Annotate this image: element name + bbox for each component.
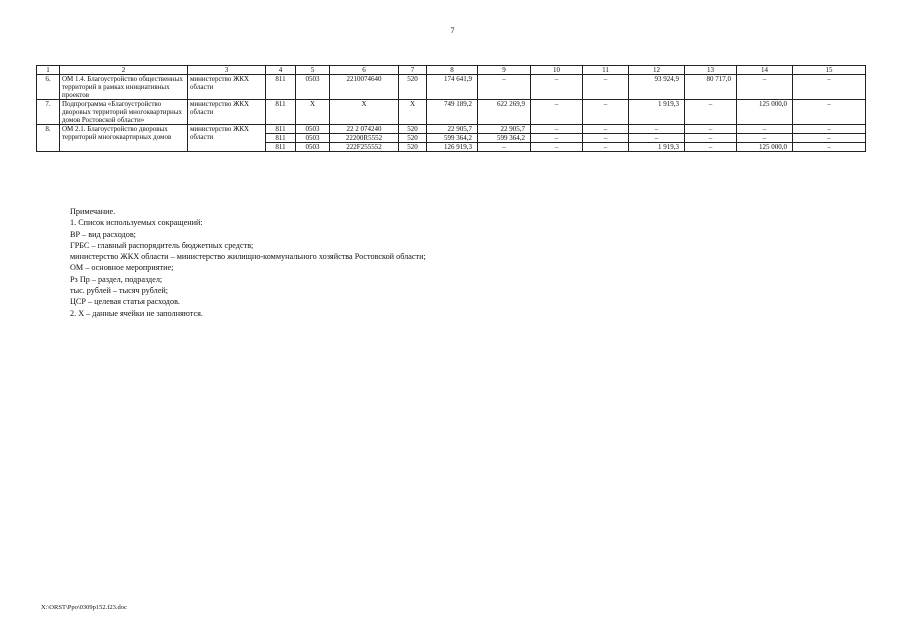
column-header: 1 bbox=[37, 66, 60, 75]
cell-grbs-code: 811 bbox=[266, 134, 296, 143]
cell-value: – bbox=[685, 125, 737, 134]
column-header: 12 bbox=[629, 66, 685, 75]
cell-value: – bbox=[583, 100, 629, 125]
column-header: 11 bbox=[583, 66, 629, 75]
cell-grbs-code: 811 bbox=[266, 143, 296, 152]
table-row bbox=[37, 75, 866, 100]
note-line: Рз Пр – раздел, подраздел; bbox=[70, 274, 163, 284]
cell-value: – bbox=[737, 134, 793, 143]
budget-table bbox=[36, 65, 866, 152]
cell-vr: X bbox=[399, 100, 427, 125]
cell-value: – bbox=[685, 143, 737, 152]
column-header: 4 bbox=[266, 66, 296, 75]
cell-csr: 2210074640 bbox=[330, 75, 399, 100]
cell-csr: 222F255552 bbox=[330, 143, 399, 152]
cell-value: – bbox=[531, 125, 583, 134]
row-grbs: министерство ЖКХ области bbox=[188, 75, 266, 100]
note-line: 2. X – данные ячейки не заполняются. bbox=[70, 308, 203, 318]
cell-value: – bbox=[531, 75, 583, 100]
row-name: ОМ 2.1. Благоустройство дворовых территорий многоквартирных домов bbox=[60, 125, 188, 152]
column-header: 7 bbox=[399, 66, 427, 75]
cell-value: – bbox=[531, 143, 583, 152]
note-line: 1. Список используемых сокращений: bbox=[70, 218, 203, 228]
note-line: ВР – вид расходов; bbox=[70, 229, 136, 239]
cell-value: – bbox=[583, 134, 629, 143]
cell-rz-pr: X bbox=[296, 100, 330, 125]
cell-csr: 22200R5552 bbox=[330, 134, 399, 143]
cell-vr: 520 bbox=[399, 75, 427, 100]
cell-value: – bbox=[629, 134, 685, 143]
column-header: 14 bbox=[737, 66, 793, 75]
page-number: 7 bbox=[450, 26, 455, 35]
cell-value: 125 000,0 bbox=[737, 100, 793, 125]
table-header-row bbox=[37, 66, 866, 75]
cell-value: – bbox=[793, 125, 866, 134]
cell-csr: X bbox=[330, 100, 399, 125]
cell-grbs-code: 811 bbox=[266, 125, 296, 134]
cell-value: 22 905,7 bbox=[478, 125, 531, 134]
cell-value: 599 364,2 bbox=[427, 134, 478, 143]
cell-value: – bbox=[478, 143, 531, 152]
cell-value: – bbox=[685, 100, 737, 125]
table-row bbox=[37, 125, 866, 134]
cell-grbs-code: 811 bbox=[266, 75, 296, 100]
cell-value: 174 641,9 bbox=[427, 75, 478, 100]
notes-section bbox=[70, 206, 426, 319]
column-header: 10 bbox=[531, 66, 583, 75]
note-line: тыс. рублей – тысяч рублей; bbox=[70, 286, 168, 296]
row-number: 8. bbox=[37, 125, 60, 152]
cell-value: 125 000,0 bbox=[737, 143, 793, 152]
cell-value: – bbox=[793, 134, 866, 143]
column-header: 3 bbox=[188, 66, 266, 75]
note-line: министерство ЖКХ области – министерство жилищно-коммунального хозяйства Ростовской области; bbox=[70, 252, 426, 262]
cell-value: 749 189,2 bbox=[427, 100, 478, 125]
cell-value: – bbox=[583, 75, 629, 100]
cell-value: 622 269,9 bbox=[478, 100, 531, 125]
cell-value: – bbox=[737, 125, 793, 134]
cell-value: – bbox=[531, 134, 583, 143]
cell-vr: 520 bbox=[399, 125, 427, 134]
cell-value: – bbox=[629, 125, 685, 134]
cell-rz-pr: 0503 bbox=[296, 75, 330, 100]
cell-value: – bbox=[583, 125, 629, 134]
cell-value: – bbox=[793, 143, 866, 152]
cell-value: – bbox=[478, 75, 531, 100]
cell-vr: 520 bbox=[399, 134, 427, 143]
cell-value: 1 919,3 bbox=[629, 100, 685, 125]
cell-value: 126 919,3 bbox=[427, 143, 478, 152]
column-header: 15 bbox=[793, 66, 866, 75]
row-name: ОМ 1.4. Благоустройство общественных территорий в рамках инициативных проектов bbox=[60, 75, 188, 100]
notes-heading: Примечание. bbox=[70, 207, 116, 216]
note-line: ГРБС – главный распорядитель бюджетных средств; bbox=[70, 240, 254, 250]
cell-value: 1 919,3 bbox=[629, 143, 685, 152]
cell-value: – bbox=[531, 100, 583, 125]
row-grbs: министерство ЖКХ области bbox=[188, 125, 266, 152]
table-row bbox=[37, 100, 866, 125]
row-grbs: министерство ЖКХ области bbox=[188, 100, 266, 125]
cell-vr: 520 bbox=[399, 143, 427, 152]
column-header: 13 bbox=[685, 66, 737, 75]
cell-rz-pr: 0503 bbox=[296, 143, 330, 152]
column-header: 5 bbox=[296, 66, 330, 75]
file-path-footer: X:\ORST\Ppo\0309p152.f23.doc bbox=[41, 604, 127, 611]
cell-rz-pr: 0503 bbox=[296, 134, 330, 143]
row-number: 7. bbox=[37, 100, 60, 125]
note-line: ЦСР – целевая статья расходов. bbox=[70, 297, 180, 307]
cell-grbs-code: 811 bbox=[266, 100, 296, 125]
cell-value: – bbox=[793, 75, 866, 100]
cell-value: – bbox=[685, 134, 737, 143]
cell-value: 22 905,7 bbox=[427, 125, 478, 134]
column-header: 8 bbox=[427, 66, 478, 75]
cell-value: 93 924,9 bbox=[629, 75, 685, 100]
cell-rz-pr: 0503 bbox=[296, 125, 330, 134]
cell-value: 80 717,0 bbox=[685, 75, 737, 100]
row-name: Подпрограмма «Благоустройство дворовых территорий многоквартирных домов Ростовской области» bbox=[60, 100, 188, 125]
column-header: 9 bbox=[478, 66, 531, 75]
cell-value: – bbox=[583, 143, 629, 152]
note-line: ОМ – основное мероприятие; bbox=[70, 263, 174, 273]
cell-value: – bbox=[793, 100, 866, 125]
column-header: 6 bbox=[330, 66, 399, 75]
cell-value: – bbox=[737, 75, 793, 100]
column-header: 2 bbox=[60, 66, 188, 75]
cell-value: 599 364,2 bbox=[478, 134, 531, 143]
row-number: 6. bbox=[37, 75, 60, 100]
cell-csr: 22 2 074240 bbox=[330, 125, 399, 134]
